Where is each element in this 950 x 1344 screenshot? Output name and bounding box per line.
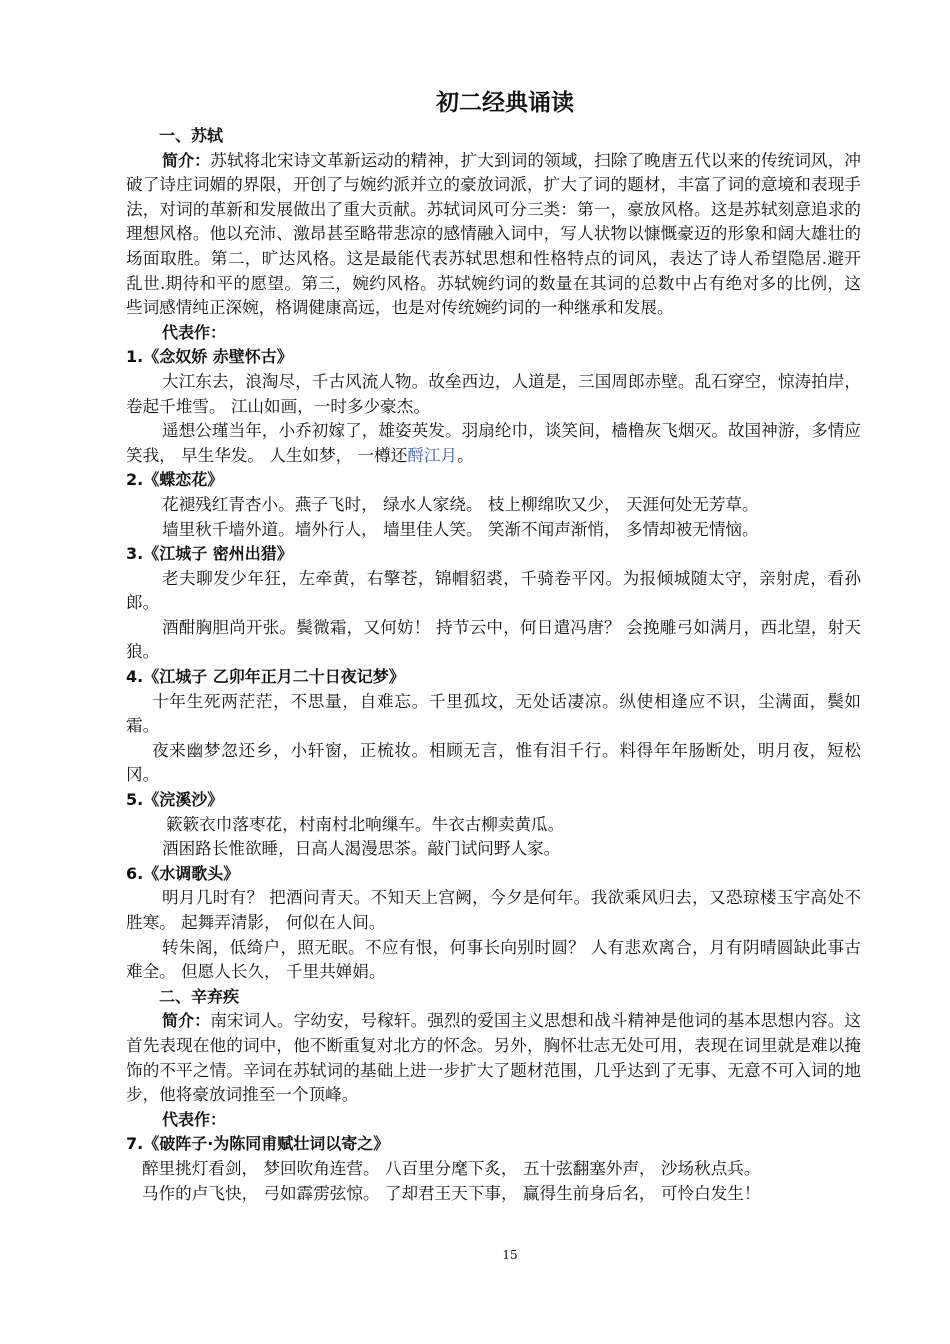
poem-line: 明月几时有？ 把酒问青天。不知天上宫阙，今夕是何年。我欲乘风归去，又恐琼楼玉宇高处不胜寒。 起舞弄清影， 何似在人间。 <box>126 888 861 932</box>
poem-line: 酒困路长惟欲睡，日高人渴漫思茶。敲门试问野人家。 <box>162 839 561 859</box>
poem-title-1: 1.《念奴娇 赤壁怀古》 <box>126 347 293 367</box>
poem-line-end: 。 <box>457 445 474 465</box>
poem-title-6: 6.《水调歌头》 <box>126 863 240 883</box>
poem-line: 墙里秋千墙外道。墙外行人， 墙里佳人笑。 笑渐不闻声渐悄， 多情却被无情恼。 <box>162 519 759 539</box>
poem-line: 夜来幽梦忽还乡，小轩窗，正梳妆。相顾无言，惟有泪千行。料得年年肠断处，明月夜，短松冈。 <box>126 740 861 785</box>
section-heading-su-shi: 一、苏轼 <box>159 126 224 145</box>
poem-link[interactable]: 酹江月 <box>407 445 458 465</box>
intro-text: 南宋词人。字幼安，号稼轩。强烈的爱国主义思想和战斗精神是他词的基本思想内容。这首先表现在他的词中，他不断重复对北方的怀念。另外，胸怀壮志无处可用，表现在词里就是难以掩饰的不平之情。辛词在苏轼词的基础上进一步扩大了题材范围，几乎达到了无事、无意不可入词的地步，他将豪放词推至一个顶峰。 <box>126 1011 861 1105</box>
poem-line: 十年生死两茫茫，不思量，自难忘。千里孤坟，无处话凄凉。纵使相逢应不识，尘满面，鬓如霜。 <box>126 691 861 736</box>
poem-title-5: 5.《浣溪沙》 <box>126 790 224 810</box>
intro-paragraph-xin-qiji <box>126 1009 861 1107</box>
poem-title-7: 7.《破阵子·为陈同甫赋壮词以寄之》 <box>126 1134 390 1154</box>
poem-line: 老夫聊发少年狂，左牵黄，右擎苍，锦帽貂裘，千骑卷平冈。为报倾城随太守，亲射虎，看孙郎。 <box>126 568 861 613</box>
poem-line: 马作的卢飞快， 弓如霹雳弦惊。 了却君王天下事， 赢得生前身后名， 可怜白发生！ <box>142 1183 761 1203</box>
poem-line: 大江东去，浪淘尽，千古风流人物。故垒西边，人道是，三国周郎赤壁。乱石穿空，惊涛拍岸，卷起千堆雪。 江山如画，一时多少豪杰。 <box>126 371 861 416</box>
poem-title-3: 3.《江城子 密州出猎》 <box>126 544 293 564</box>
poem-line: 花褪残红青杏小。燕子飞时， 绿水人家绕。 枝上柳绵吹又少， 天涯何处无芳草。 <box>162 494 759 514</box>
poem-line: 转朱阁，低绮户，照无眠。不应有恨，何事长向别时圆？ 人有悲欢离合，月有阴晴圆缺此事古难全。 但愿人长久， 千里共婵娟。 <box>126 937 861 982</box>
intro-text: 苏轼将北宋诗文革新运动的精神，扩大到词的领域，扫除了晚唐五代以来的传统词风，冲破了诗庄词媚的界限，开创了与婉约派并立的豪放词派，扩大了词的题材，丰富了词的意境和表现手法，对词的革新和发展做出了重大贡献。苏轼词风可分三类：第一，豪放风格。这是苏轼刻意追求的理想风格。他以充沛、激昂甚至略带悲凉的感情融入词中，写人状物以慷慨豪迈的形象和阔大雄壮的场面取胜。第二，旷达风格。这是最能代表苏轼思想和性格特点的词风，表达了诗人希望隐居.避开乱世.期待和平的愿望。第三，婉约风格。苏轼婉约词的数量在其词的总数中占有绝对多的比例，这些词感情纯正深婉，格调健康高远，也是对传统婉约词的一种继承和发展。 <box>126 150 861 318</box>
poem-line <box>126 419 861 468</box>
poem-title-4: 4.《江城子 乙卯年正月二十日夜记梦》 <box>126 667 405 687</box>
poem-line-text: 遥想公瑾当年，小乔初嫁了，雄姿英发。羽扇纶巾，谈笑间，樯橹灰飞烟灭。故国神游，多情应笑我， 早生华发。 人生如梦， 一樽还 <box>126 421 861 465</box>
poem-line: 酒酣胸胆尚开张。鬓微霜，又何妨！ 持节云中，何日遣冯唐？ 会挽雕弓如满月，西北望，射天狼。 <box>126 617 861 662</box>
poem-line: 簌簌衣巾落枣花，村南村北响缫车。牛衣古柳卖黄瓜。 <box>166 814 565 834</box>
intro-paragraph-su-shi <box>126 149 861 321</box>
document-title: 初二经典诵读 <box>436 90 574 116</box>
document-body <box>126 124 861 1206</box>
poem-title-2: 2.《蝶恋花》 <box>126 470 224 490</box>
intro-label: 简介： <box>162 150 211 170</box>
section-heading-xin-qiji: 二、辛弃疾 <box>159 986 240 1006</box>
intro-label: 简介： <box>162 1011 211 1031</box>
works-label-xin-qiji: 代表作： <box>162 1109 227 1129</box>
poem-line: 醉里挑灯看剑， 梦回吹角连营。 八百里分麾下炙， 五十弦翻塞外声， 沙场秋点兵。 <box>142 1158 761 1178</box>
works-label-su-shi: 代表作： <box>162 322 227 342</box>
page-number: 15 <box>502 1248 518 1262</box>
